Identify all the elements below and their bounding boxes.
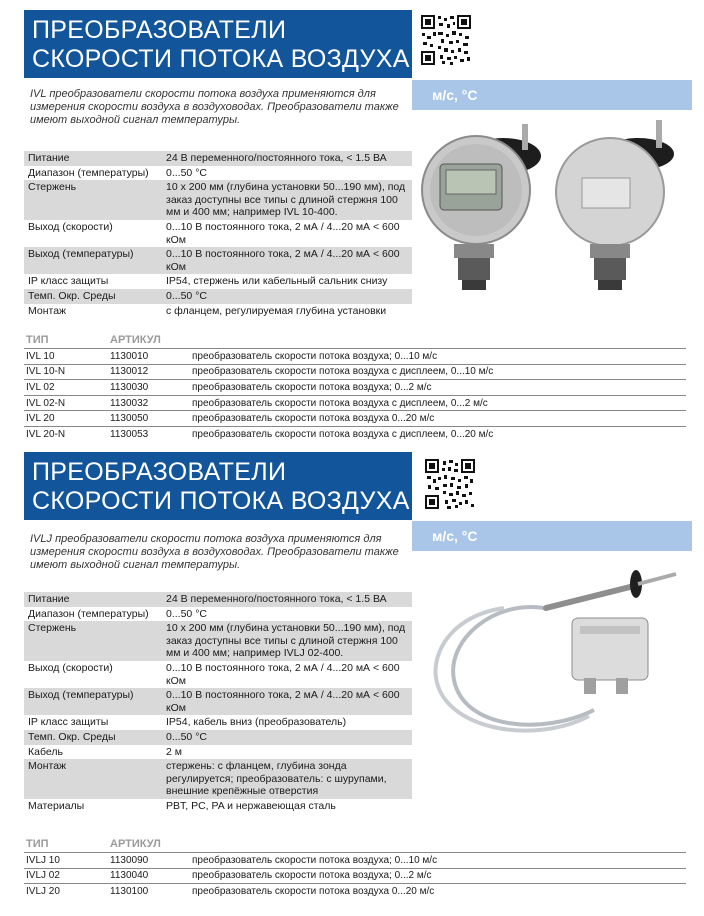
spec-value: PBT, PC, PA и нержавеющая сталь	[162, 799, 412, 814]
spec-row	[24, 621, 412, 661]
spec-value: 10 x 200 мм (глубина установки 50...190 мм), под заказ доступны все типы с длиной стержня 100 мм и 400 мм; например IVLJ 02-400.	[162, 621, 412, 661]
model-article: 1130040	[108, 868, 190, 884]
spec-row	[24, 730, 412, 745]
spec-row	[24, 180, 412, 220]
spec-key: Темп. Окр. Среды	[24, 289, 162, 304]
spec-row	[24, 759, 412, 799]
table-row	[24, 853, 686, 869]
model-type: IVL 10	[24, 349, 108, 365]
model-article: 1130030	[108, 380, 190, 396]
section2-title-line2: СКОРОСТИ ПОТОКА ВОЗДУХА	[32, 487, 410, 515]
spec-value: 2 м	[162, 745, 412, 760]
spec-row	[24, 607, 412, 622]
spec-key: Темп. Окр. Среды	[24, 730, 162, 745]
section2-title	[24, 452, 412, 520]
model-description: преобразователь скорости потока воздуха; 0...10 м/с	[190, 853, 686, 869]
spec-row	[24, 274, 412, 289]
model-article: 1130050	[108, 411, 190, 427]
qr-code-icon	[424, 458, 476, 510]
model-type: IVLJ 02	[24, 868, 108, 884]
model-type: IVLJ 10	[24, 853, 108, 869]
spec-value: IP54, кабель вниз (преобразователь)	[162, 715, 412, 730]
model-description: преобразователь скорости потока воздуха; 0...2 м/с	[190, 380, 686, 396]
model-description: преобразователь скорости потока воздуха; 0...10 м/с	[190, 349, 686, 365]
model-type: IVL 02-N	[24, 395, 108, 411]
model-article: 1130012	[108, 364, 190, 380]
column-header-article: АРТИКУЛ	[110, 334, 161, 346]
section1-spec-table	[24, 151, 412, 318]
spec-row	[24, 745, 412, 760]
spec-value: 10 x 200 мм (глубина установки 50...190 мм), под заказ доступны все типы с длиной стержня 100 мм и 400 мм; например IVL 10-400.	[162, 180, 412, 220]
spec-value: 0...50 °C	[162, 607, 412, 622]
column-header-description	[190, 332, 686, 349]
spec-key: IP класс защиты	[24, 274, 162, 289]
table-row	[24, 349, 686, 365]
column-header-type: ТИП	[26, 334, 49, 346]
spec-key: Выход (температуры)	[24, 688, 162, 715]
section1-intro: IVL преобразователи скорости потока воздуха применяются для измерения скорости воздуха в воздуховодах. Преобразователи также имеют выходной сигнал температуры.	[30, 88, 399, 126]
model-description: преобразователь скорости потока воздуха с дисплеем, 0...2 м/с	[190, 395, 686, 411]
spec-row	[24, 715, 412, 730]
spec-row	[24, 166, 412, 181]
spec-row	[24, 289, 412, 304]
spec-value: 0...50 °C	[162, 166, 412, 181]
spec-row	[24, 247, 412, 274]
model-type: IVL 20	[24, 411, 108, 427]
table-row	[24, 395, 686, 411]
spec-key: Питание	[24, 592, 162, 607]
model-description: преобразователь скорости потока воздуха; 0...2 м/с	[190, 868, 686, 884]
spec-value: 24 В переменного/постоянного тока, < 1.5 ВА	[162, 592, 412, 607]
spec-row	[24, 799, 412, 814]
spec-row	[24, 592, 412, 607]
table-row	[24, 868, 686, 884]
spec-key: Выход (скорости)	[24, 661, 162, 688]
model-type: IVL 02	[24, 380, 108, 396]
spec-value: с фланцем, регулируемая глубина установки	[162, 304, 412, 319]
section1-title-line1: ПРЕОБРАЗОВАТЕЛИ	[32, 16, 287, 44]
model-article: 1130100	[108, 884, 190, 899]
model-article: 1130010	[108, 349, 190, 365]
section1-title-line2: СКОРОСТИ ПОТОКА ВОЗДУХА	[32, 45, 410, 73]
spec-value: IP54, стержень или кабельный сальник снизу	[162, 274, 412, 289]
column-header-article: АРТИКУЛ	[110, 838, 161, 850]
section1-title	[24, 10, 412, 78]
spec-row	[24, 151, 412, 166]
spec-row	[24, 688, 412, 715]
spec-value: 0...10 В постоянного тока, 2 мА / 4...20 мА < 600 кОм	[162, 688, 412, 715]
section2-unit-label: м/с, °C	[432, 528, 478, 544]
section1-unit-label: м/с, °C	[432, 87, 478, 103]
table-row	[24, 380, 686, 396]
table-row	[24, 411, 686, 427]
spec-key: Диапазон (температуры)	[24, 607, 162, 622]
section1-models-table	[24, 332, 686, 442]
spec-key: Выход (скорости)	[24, 220, 162, 247]
model-article: 1130053	[108, 426, 190, 441]
section2-spec-table	[24, 592, 412, 814]
model-type: IVL 10-N	[24, 364, 108, 380]
section2-unit-band	[412, 521, 692, 551]
model-description: преобразователь скорости потока воздуха 0...20 м/с	[190, 884, 686, 899]
spec-key: Питание	[24, 151, 162, 166]
spec-value: 0...10 В постоянного тока, 2 мА / 4...20 мА < 600 кОм	[162, 247, 412, 274]
spec-row	[24, 220, 412, 247]
column-header-description	[190, 836, 686, 853]
section1-product-image	[418, 118, 700, 308]
spec-key: Монтаж	[24, 759, 162, 799]
spec-key: Диапазон (температуры)	[24, 166, 162, 181]
model-description: преобразователь скорости потока воздуха с дисплеем, 0...20 м/с	[190, 426, 686, 441]
spec-row	[24, 661, 412, 688]
spec-value: 0...10 В постоянного тока, 2 мА / 4...20 мА < 600 кОм	[162, 220, 412, 247]
column-header-type: ТИП	[26, 838, 49, 850]
model-description: преобразователь скорости потока воздуха 0...20 м/с	[190, 411, 686, 427]
section2-title-line1: ПРЕОБРАЗОВАТЕЛИ	[32, 458, 287, 486]
model-type: IVLJ 20	[24, 884, 108, 899]
spec-value: стержень: с фланцем, глубина зонда регулируется; преобразователь: с шурупами, внешние крепёжные отверстия	[162, 759, 412, 799]
spec-value: 0...10 В постоянного тока, 2 мА / 4...20 мА < 600 кОм	[162, 661, 412, 688]
spec-key: Стержень	[24, 180, 162, 220]
spec-row	[24, 304, 412, 319]
spec-key: Монтаж	[24, 304, 162, 319]
table-row	[24, 364, 686, 380]
model-article: 1130090	[108, 853, 190, 869]
spec-key: Выход (температуры)	[24, 247, 162, 274]
spec-key: Кабель	[24, 745, 162, 760]
table-row	[24, 426, 686, 441]
section1-unit-band	[412, 80, 692, 110]
spec-key: Стержень	[24, 621, 162, 661]
qr-code-icon	[420, 14, 472, 66]
model-article: 1130032	[108, 395, 190, 411]
table-row	[24, 884, 686, 899]
spec-value: 24 В переменного/постоянного тока, < 1.5 ВА	[162, 151, 412, 166]
model-description: преобразователь скорости потока воздуха с дисплеем, 0...10 м/с	[190, 364, 686, 380]
spec-value: 0...50 °C	[162, 730, 412, 745]
section2-models-table	[24, 836, 686, 899]
model-type: IVL 20-N	[24, 426, 108, 441]
section2-product-image	[424, 560, 694, 750]
spec-key: IP класс защиты	[24, 715, 162, 730]
spec-key: Материалы	[24, 799, 162, 814]
spec-value: 0...50 °C	[162, 289, 412, 304]
section2-intro: IVLJ преобразователи скорости потока воздуха применяются для измерения скорости воздуха в воздуховодах. Преобразователи также имеют выходной сигнал температуры.	[30, 533, 399, 571]
